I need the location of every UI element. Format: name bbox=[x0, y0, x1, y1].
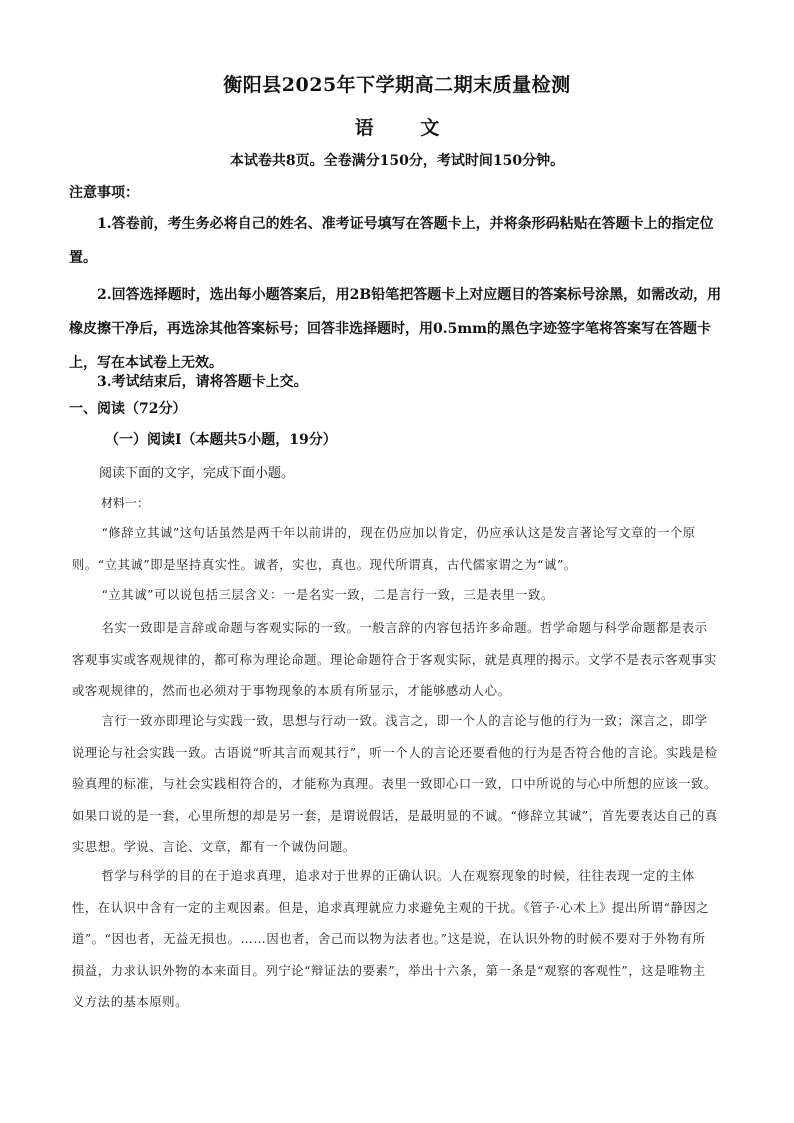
material-label: 材料一： bbox=[101, 496, 150, 510]
subject-title bbox=[0, 113, 794, 140]
material-paragraph: 言行一致亦即理论与实践一致，思想与行动一致。浅言之，即一个人的言论与他的行为一致；深言之，即学说理论与社会实践一致。古语说“听其言而观其行”，听一个人的言论还要看他的行为是否符合他的言论。实践是检验真理的标准，与社会实践相符合的，才能称为真理。表里一致即心口一致，口中所说的与心中所想的应该一致。如果口说的是一套，心里所想的却是另一套，是谓说假话，是最明显的不诚。“修辞立其诚”，首先要表达自己的真实思想。学说、言论、文章，都有一个诚伪问题。 bbox=[72, 714, 718, 854]
subject-char-2: 文 bbox=[420, 117, 440, 139]
notice-title: 注意事项： bbox=[69, 185, 139, 201]
notice-item-3: 3.考试结束后，请将答题卡上交。 bbox=[97, 374, 308, 390]
material-paragraph: “修辞立其诚”这句话虽然是两千年以前讲的，现在仍应加以肯定，仍应承认这是发言著论写文章的一个原则。“立其诚”即是坚持真实性。诚者，实也，真也。现代所谓真，古代儒家谓之为“诚”。 bbox=[72, 526, 696, 572]
section-title: 一、阅读（72分） bbox=[69, 401, 187, 417]
sub-section-title: （一）阅读Ⅰ（本题共5小题，19分） bbox=[105, 432, 337, 448]
exam-intro: 本试卷共8页。全卷满分150分，考试时间150分钟。 bbox=[229, 153, 565, 169]
material-paragraph: 哲学与科学的目的在于追求真理，追求对于世界的正确认识。人在观察现象的时候，往往表现一定的主体性，在认识中含有一定的主观因素。但是，追求真理就应力求避免主观的干扰。《管子·心术上》提出所谓“静因之道”。“因也者，无益无损也。……因也者，舍己而以物为法者也。”这是说，在认识外物的时候不要对于外物有所损益，力求认识外物的本来面目。列宁论“辩证法的要素”，举出十六条，第一条是“观察的客观性”，这是唯物主义方法的基本原则。 bbox=[72, 869, 710, 1009]
reading-instruction: 阅读下面的文字，完成下面小题。 bbox=[99, 466, 295, 481]
material-paragraph: 名实一致即是言辞或命题与客观实际的一致。一般言辞的内容包括许多命题。哲学命题与科学命题都是表示客观事实或客观规律的，都可称为理论命题。理论命题符合于客观实际，就是真理的揭示。文学不是表示客观事实或客观规律的，然而也必须对于事物现象的本质有所显示，才能够感动人心。 bbox=[72, 621, 717, 698]
subject-char-1: 语 bbox=[354, 117, 374, 139]
material-paragraph: “立其诚”可以说包括三层含义：一是名实一致，二是言行一致，三是表里一致。 bbox=[101, 588, 554, 602]
notice-item-1: 1.答卷前，考生务必将自己的姓名、准考证号填写在答题卡上，并将条形码粘贴在答题卡上的指定位置。 bbox=[69, 216, 714, 266]
notice-item-2: 2.回答选择题时，选出每小题答案后，用2B铅笔把答题卡上对应题目的答案标号涂黑，如需改动，用橡皮擦干净后，再选涂其他答案标号；回答非选择题时，用0.5mm的黑色字迹签字笔将答案写在答题卡上，写在本试卷上无效。 bbox=[69, 287, 722, 371]
exam-title: 衡阳县2025年下学期高二期末质量检测 bbox=[223, 74, 571, 96]
